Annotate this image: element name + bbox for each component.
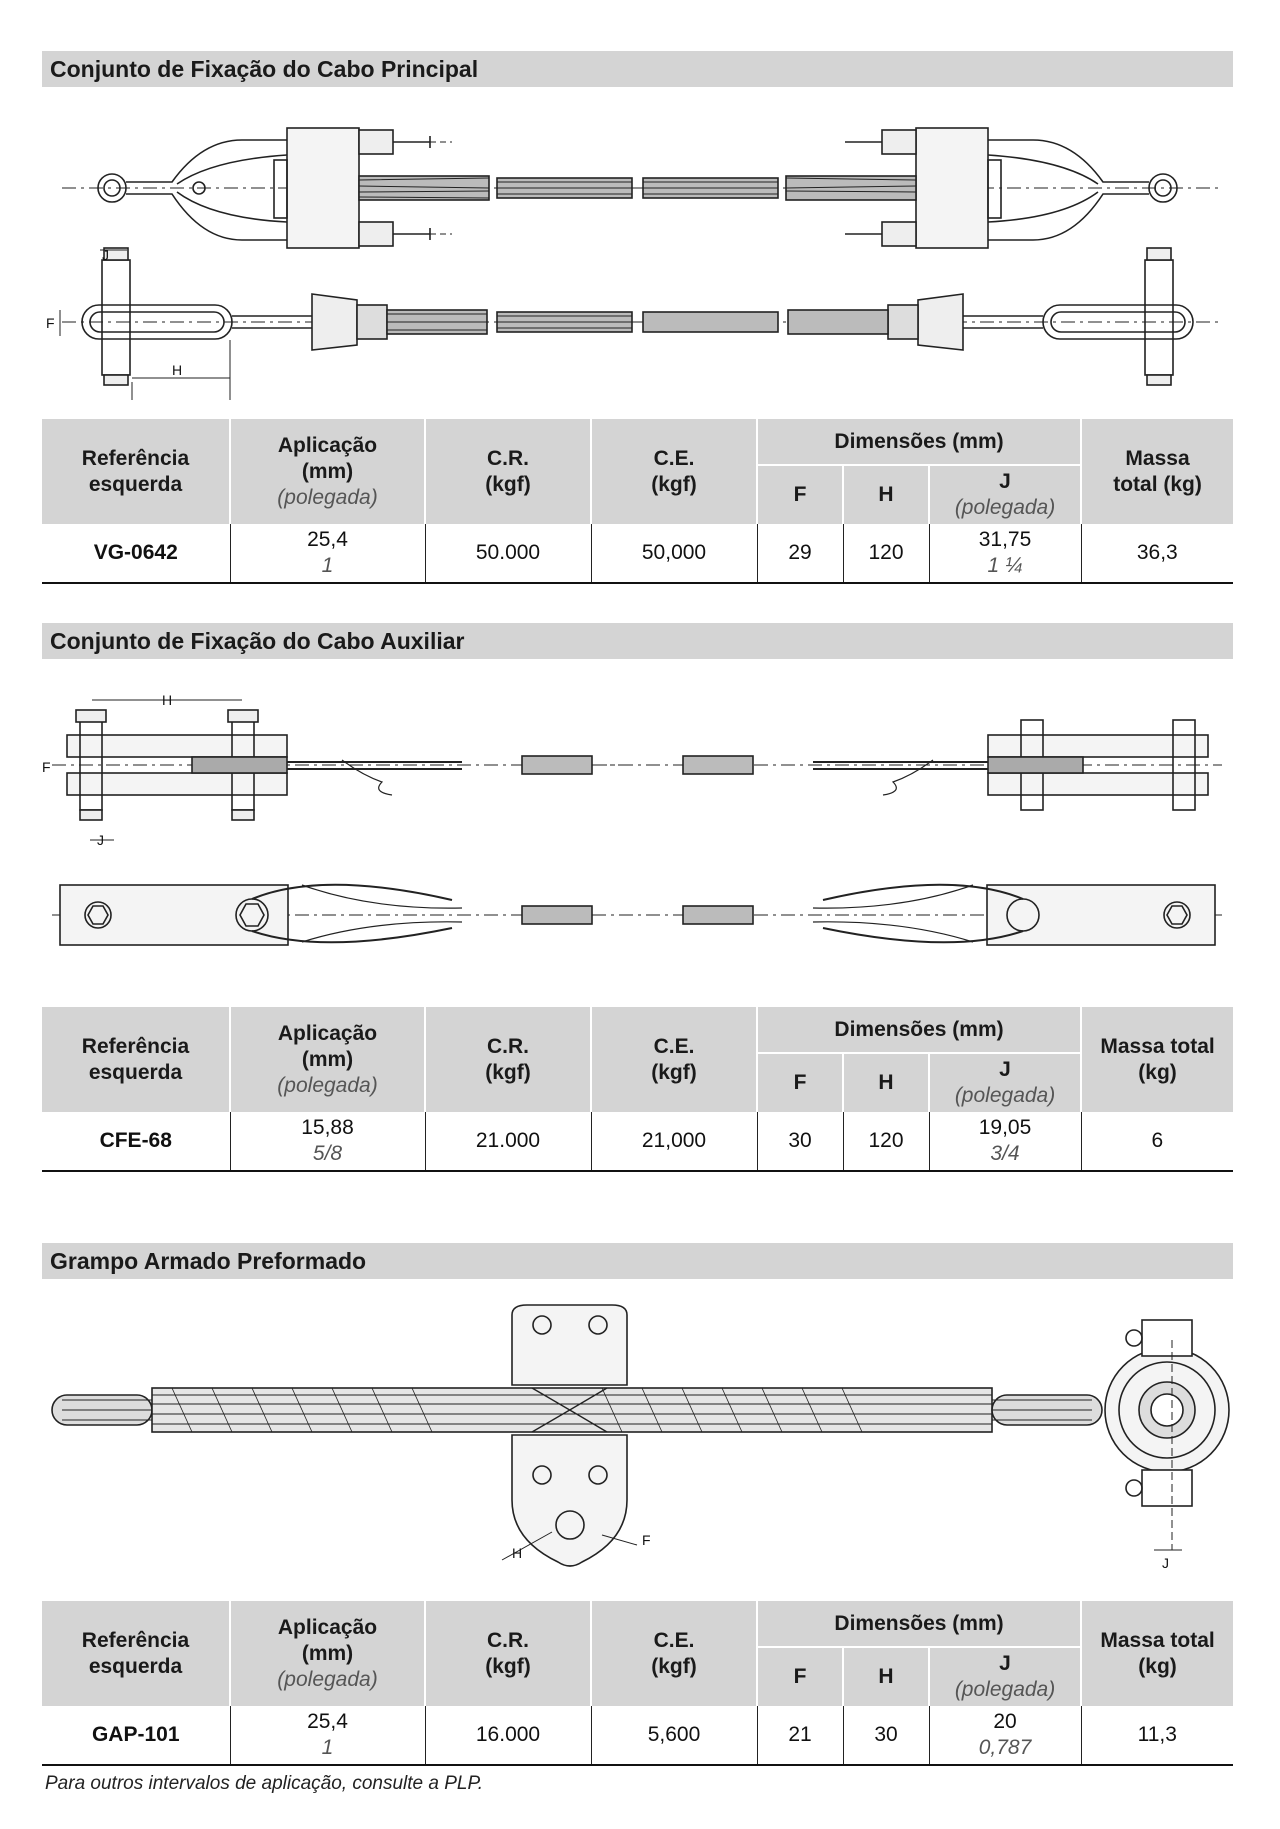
header-ce: C.E. (kgf) [591, 1601, 757, 1706]
cell-app: 25,4 1 [230, 1706, 425, 1765]
section-title-principal: Conjunto de Fixação do Cabo Principal [42, 51, 1233, 87]
cell-ce: 50,000 [591, 524, 757, 583]
cell-ce: 5,600 [591, 1706, 757, 1765]
table-auxiliar [42, 1007, 1233, 1172]
cell-mass: 11,3 [1081, 1706, 1233, 1765]
header-dims: Dimensões (mm) [757, 1601, 1081, 1647]
cell-ce: 21,000 [591, 1112, 757, 1171]
grampo-end-view [1105, 1320, 1229, 1550]
principal-top-left-assembly [62, 128, 1222, 248]
dim-label-h: H [512, 1545, 523, 1561]
dim-label-h: H [172, 362, 183, 378]
cell-ref: CFE-68 [42, 1112, 230, 1171]
table-row [42, 1706, 1233, 1765]
cell-cr: 16.000 [425, 1706, 591, 1765]
cell-app: 15,88 5/8 [230, 1112, 425, 1171]
header-j: J (polegada) [929, 1053, 1081, 1112]
cell-j: 20 0,787 [929, 1706, 1081, 1765]
cell-h: 120 [843, 524, 929, 583]
header-dims: Dimensões (mm) [757, 1007, 1081, 1053]
cell-cr: 21.000 [425, 1112, 591, 1171]
header-ce: C.E. (kgf) [591, 1007, 757, 1112]
header-mass: Massa total (kg) [1081, 1007, 1233, 1112]
cell-h: 120 [843, 1112, 929, 1171]
auxiliar-top-left-assembly [67, 700, 622, 840]
dim-label-f: F [46, 315, 55, 331]
header-app: Aplicação (mm) (polegada) [230, 1601, 425, 1706]
header-f: F [757, 465, 843, 524]
header-h: H [843, 1053, 929, 1112]
cell-mass: 36,3 [1081, 524, 1233, 583]
header-ref: Referência esquerda [42, 1601, 230, 1706]
drawing-principal [42, 100, 1233, 400]
header-ce: C.E. (kgf) [591, 419, 757, 524]
drawing-auxiliar [42, 680, 1233, 980]
cell-ref: GAP-101 [42, 1706, 230, 1765]
table-row [42, 524, 1233, 583]
dim-label-f: F [642, 1532, 651, 1548]
header-f: F [757, 1647, 843, 1706]
cell-cr: 50.000 [425, 524, 591, 583]
section-title-grampo: Grampo Armado Preformado [42, 1243, 1233, 1279]
table-row [42, 1112, 1233, 1171]
table-principal [42, 419, 1233, 584]
cell-f: 21 [757, 1706, 843, 1765]
cell-app: 25,4 1 [230, 524, 425, 583]
dim-label-j: J [1162, 1555, 1169, 1571]
cell-ref: VG-0642 [42, 524, 230, 583]
header-f: F [757, 1053, 843, 1112]
table-grampo [42, 1601, 1233, 1766]
dim-label-h: H [162, 692, 173, 708]
section-title-auxiliar: Conjunto de Fixação do Cabo Auxiliar [42, 623, 1233, 659]
header-cr: C.R. (kgf) [425, 419, 591, 524]
dim-label-j: J [102, 247, 109, 263]
principal-side-left-assembly [60, 248, 632, 400]
header-app: Aplicação (mm) (polegada) [230, 1007, 425, 1112]
header-ref: Referência esquerda [42, 419, 230, 524]
cell-h: 30 [843, 1706, 929, 1765]
header-j: J (polegada) [929, 465, 1081, 524]
cell-f: 30 [757, 1112, 843, 1171]
header-dims: Dimensões (mm) [757, 419, 1081, 465]
cell-j: 31,75 1 ¼ [929, 524, 1081, 583]
cell-mass: 6 [1081, 1112, 1233, 1171]
footnote: Para outros intervalos de aplicação, consulte a PLP. [45, 1773, 483, 1794]
header-mass: Massa total (kg) [1081, 419, 1233, 524]
cell-f: 29 [757, 524, 843, 583]
principal-side-right-assembly [643, 248, 1193, 385]
drawing-grampo [42, 1300, 1233, 1580]
grampo-side-view [52, 1305, 1102, 1566]
header-h: H [843, 465, 929, 524]
header-h: H [843, 1647, 929, 1706]
header-ref: Referência esquerda [42, 1007, 230, 1112]
header-cr: C.R. (kgf) [425, 1601, 591, 1706]
header-j: J (polegada) [929, 1647, 1081, 1706]
header-cr: C.R. (kgf) [425, 1007, 591, 1112]
dim-label-j: J [97, 832, 104, 848]
header-mass: Massa total (kg) [1081, 1601, 1233, 1706]
header-app: Aplicação (mm) (polegada) [230, 419, 425, 524]
cell-j: 19,05 3/4 [929, 1112, 1081, 1171]
dim-label-f: F [42, 759, 51, 775]
